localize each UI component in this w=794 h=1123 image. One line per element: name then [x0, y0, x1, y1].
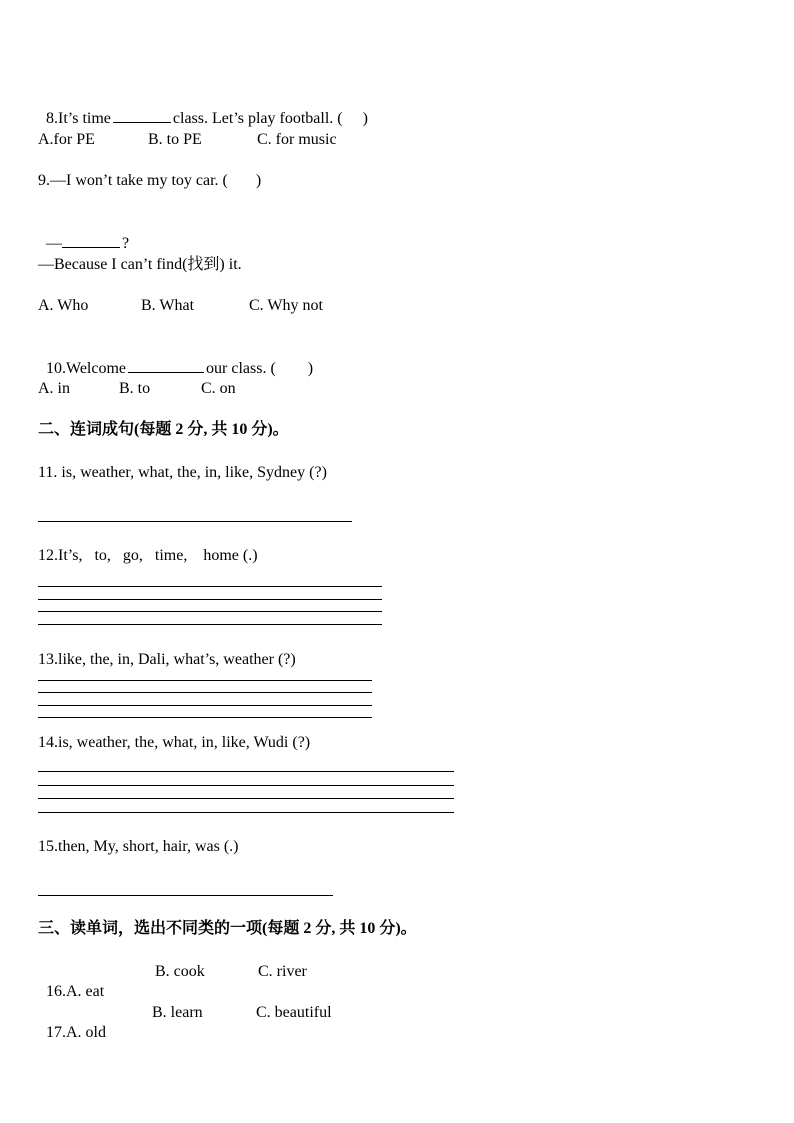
question-number: 16. [46, 983, 66, 1000]
option-b: B. cook [155, 963, 205, 980]
answer-blank[interactable] [62, 233, 120, 248]
question-9-line2 [38, 213, 129, 254]
section-2-title: 二、连词成句(每题 2 分, 共 10 分)。 [38, 421, 289, 438]
question-8-suffix: class. Let’s play football. ( ) [172, 110, 368, 127]
answer-line[interactable] [38, 624, 382, 625]
answer-line[interactable] [38, 692, 372, 693]
question-10 [38, 338, 313, 379]
question-mark: ? [122, 235, 130, 252]
option-a: A. eat [66, 983, 105, 1000]
question-14: 14.is, weather, the, what, in, like, Wudi (?) [38, 734, 311, 751]
question-13: 13.like, the, in, Dali, what’s, weather (?) [38, 651, 296, 668]
option-c: C. on [201, 380, 236, 397]
option-b: B. learn [152, 1004, 203, 1021]
answer-line[interactable] [38, 611, 382, 612]
question-16 [38, 962, 104, 1002]
question-17 [38, 1003, 106, 1043]
option-a: A. Who [38, 297, 89, 314]
option-c: C. river [258, 963, 307, 980]
answer-line[interactable] [38, 798, 454, 799]
answer-line[interactable] [38, 771, 454, 772]
answer-line[interactable] [38, 812, 454, 813]
option-b: B. to PE [148, 131, 202, 148]
answer-line[interactable] [38, 680, 372, 681]
question-8-prefix: 8.It’s time [46, 110, 111, 127]
question-10-prefix: 10.Welcome [46, 360, 127, 377]
question-15: 15.then, My, short, hair, was (.) [38, 838, 239, 855]
option-c: C. for music [257, 131, 337, 148]
answer-line[interactable] [38, 521, 352, 522]
option-b: B. to [119, 380, 151, 397]
question-9-line3: —Because I can’t find(找到) it. [38, 256, 242, 273]
question-number: 17. [46, 1024, 66, 1041]
answer-blank[interactable] [113, 108, 171, 123]
answer-line[interactable] [38, 599, 382, 600]
answer-line[interactable] [38, 895, 333, 896]
answer-line[interactable] [38, 785, 454, 786]
answer-line[interactable] [38, 586, 382, 587]
answer-line[interactable] [38, 717, 372, 718]
option-c: C. beautiful [256, 1004, 332, 1021]
option-a: A. old [66, 1024, 106, 1041]
option-a: A. in [38, 380, 70, 397]
option-a: A.for PE [38, 131, 95, 148]
dash: — [46, 235, 62, 252]
question-8 [38, 88, 368, 129]
section-3-title: 三、读单词，选出不同类的一项(每题 2 分, 共 10 分)。 [38, 920, 417, 937]
question-10-suffix: our class. ( ) [206, 360, 314, 377]
answer-blank[interactable] [128, 358, 204, 373]
option-b: B. What [141, 297, 195, 314]
option-c: C. Why not [249, 297, 323, 314]
question-9-line1: 9.—I won’t take my toy car. ( ) [38, 172, 262, 189]
question-12: 12.It’s, to, go, time, home (.) [38, 547, 258, 564]
answer-line[interactable] [38, 705, 372, 706]
question-11: 11. is, weather, what, the, in, like, Sydney (?) [38, 464, 327, 481]
